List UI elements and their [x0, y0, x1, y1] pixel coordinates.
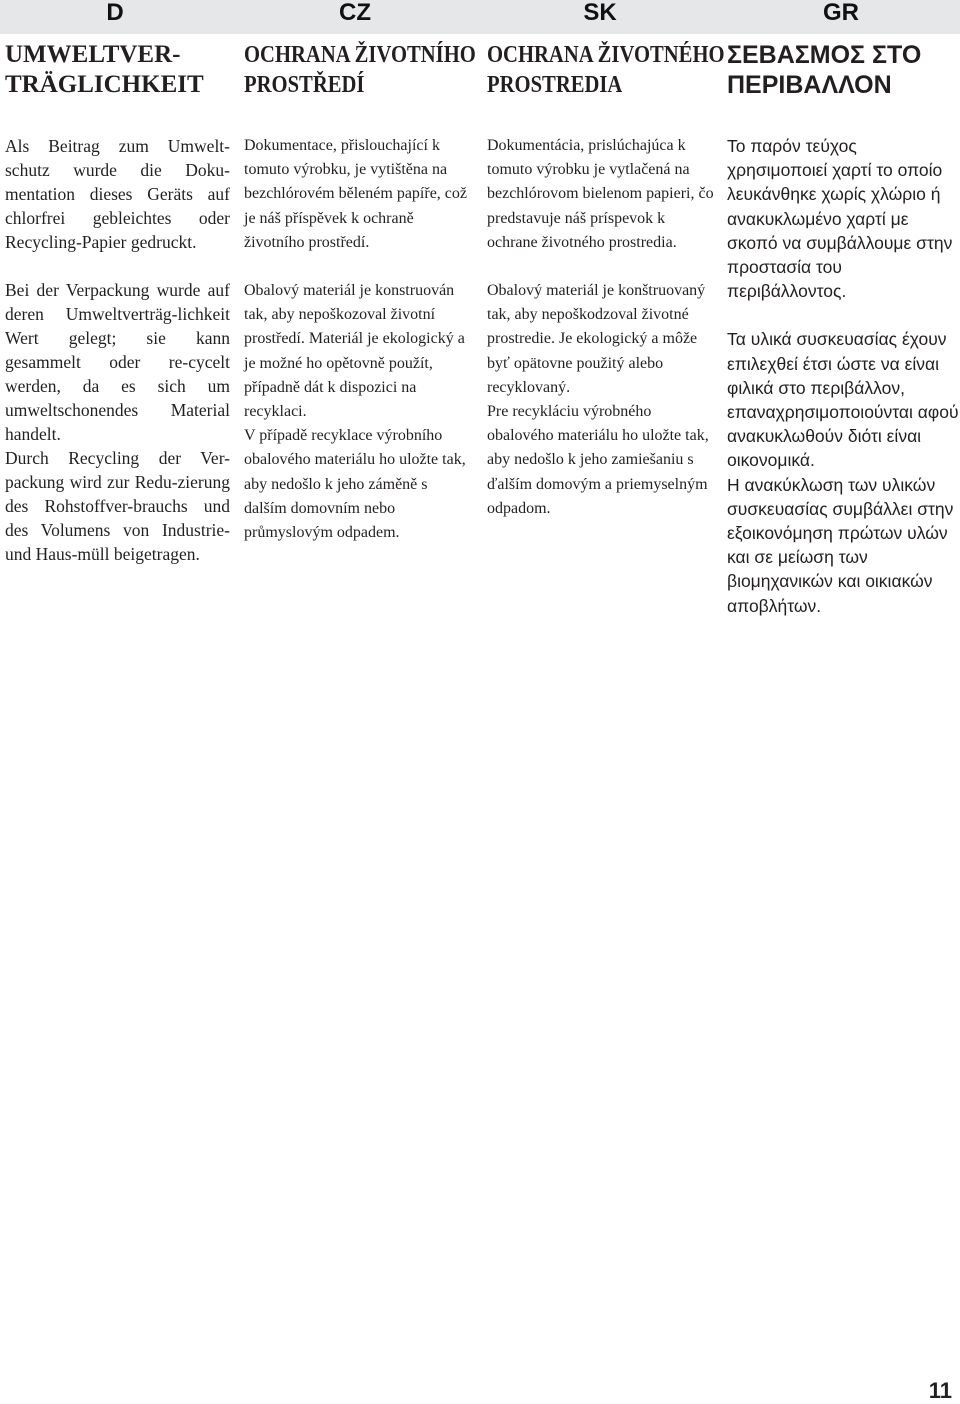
paragraph: Dokumentácia, prislúchajúca k tomuto výrobku je vytlačená na bezchlórovom bielenom papieri, čo predstavuje náš príspevok k ochrane životného prostredia. — [487, 137, 714, 251]
paragraph: Τα υλικά συσκευασίας έχουν επιλεχθεί έτσι ώστε να είναι φιλικά στο περιβάλλον, επαναχρησιμοποιούνται αφού ανακυκλωθούν διότι είναι οικονομικά. — [727, 329, 959, 471]
paragraph: Obalový materiál je konštruovaný tak, aby nepoškodzoval životné prostredie. Je ekologický a môže byť opätovne použitý alebo recyklovaný. — [487, 282, 706, 396]
page-number: 11 — [928, 1378, 952, 1403]
language-header-bar — [0, 0, 960, 34]
paragraph: Als Beitrag zum Umwelt-schutz wurde die Doku-mentation dieses Geräts auf chlorfrei gebleichtes oder Recycling-Papier gedruckt. — [5, 136, 230, 252]
paragraph: Το παρόν τεύχος χρησιμοποιεί χαρτί το οποίο λευκάνθηκε χωρίς χλώριο ή ανακυκλωμένο χαρτί με σκοπό να συμβάλλουμε στην προστασία του περιβάλλοντος. — [727, 136, 953, 302]
language-label-sk: SK — [583, 0, 617, 26]
heading-line: OCHRANA ŽIVOTNÍHO — [244, 42, 476, 68]
column-czech — [244, 40, 476, 569]
heading-line: TRÄGLICHKEIT — [5, 71, 204, 98]
paragraph: V případě recyklace výrobního obalového materiálu ho uložte tak, aby nedošlo k jeho záměně s dalším domovním nebo průmyslovým odpadem. — [244, 427, 466, 542]
column-slovak — [487, 40, 725, 545]
section-heading-german — [5, 40, 230, 126]
section-heading-greek — [727, 40, 959, 126]
body-text-czech — [244, 134, 472, 545]
heading-line: PROSTREDIA — [487, 72, 623, 98]
body-text-german — [5, 134, 230, 566]
section-heading-czech — [244, 40, 476, 126]
language-label-gr: GR — [823, 0, 859, 26]
heading-line: UMWELTVER- — [5, 41, 181, 68]
language-label-cz: CZ — [339, 0, 371, 26]
heading-line: ΣΕΒΑΣΜΟΣ ΣΤΟ — [727, 41, 922, 69]
paragraph: Dokumentace, přislouchající k tomuto výrobku, je vytištěna na bezchlórovém běleném papíře, což je náš příspěvek k ochraně životního prostředí. — [244, 137, 467, 251]
column-greek — [727, 40, 959, 642]
heading-line: PROSTŘEDÍ — [244, 72, 365, 98]
paragraph: Pre recykláciu výrobného obalového materiálu ho uložte tak, aby nedošlo k jeho zamiešaniu s ďalším domovým a priemyselným odpadom. — [487, 403, 709, 517]
heading-line: OCHRANA ŽIVOTNÉHO — [487, 42, 725, 68]
heading-line: ΠΕΡΙΒΑΛΛΟΝ — [727, 71, 892, 99]
language-label-d: D — [106, 0, 124, 26]
column-german — [5, 40, 230, 590]
paragraph: Bei der Verpackung wurde auf deren Umweltverträg-lichkeit Wert gelegt; sie kann gesammelt oder re-cycelt werden, da es sich um umweltschonendes Material handelt. — [5, 280, 230, 444]
paragraph: Η ανακύκλωση των υλικών συσκευασίας συμβάλλει στην εξοικονόμηση πρώτων υλών και σε μείωση των βιομηχανικών και οικιακών αποβλήτων. — [727, 474, 954, 616]
body-text-greek — [727, 134, 959, 618]
paragraph: Durch Recycling der Ver-packung wird zur Redu-zierung des Rohstoffver-brauchs und des Volumens von Industrie- und Haus-müll beigetragen. — [5, 448, 230, 564]
paragraph: Obalový materiál je konstruován tak, aby nepoškozoval životní prostředí. Materiál je ekologický a je možné ho opětovně použít, případně dát k dispozici na recyklaci. — [244, 282, 465, 421]
section-heading-slovak — [487, 40, 725, 126]
body-text-slovak — [487, 134, 715, 521]
